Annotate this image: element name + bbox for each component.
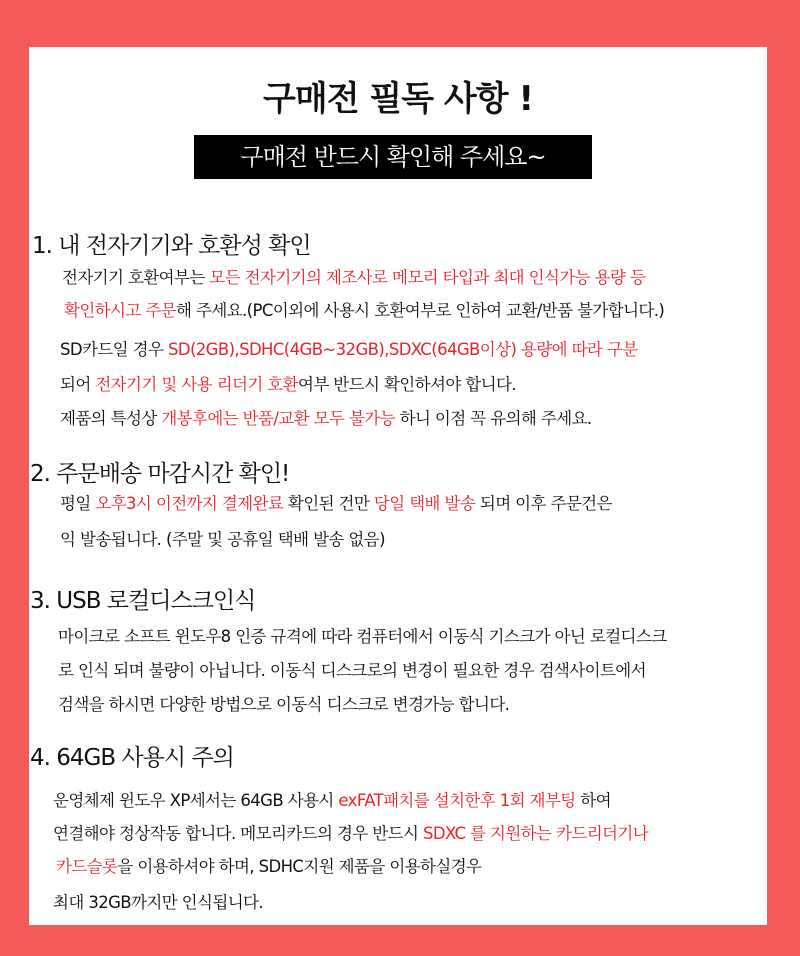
page-title: 구매전 필독 사항 !: [263, 79, 533, 119]
section-heading: 2. 주문배송 마감시간 확인!: [30, 461, 290, 487]
highlight-text: 모든 전자기기의 제조사로 메모리 타입과 최대 인식가능 용량 등: [209, 268, 646, 287]
section-line: [53, 889, 263, 913]
section-line: [60, 490, 612, 514]
text-segment: 해 주세요.(PC이외에 사용시 호환여부로 인하여 교환/반품 불가합니다.): [176, 301, 665, 320]
highlight-text: 개봉후에는 반품/교환 모두 불가능: [161, 409, 395, 428]
section-line: [58, 691, 509, 715]
highlight-text: 카드슬롯: [56, 857, 118, 876]
section-heading: 1. 내 전자기기와 호환성 확인: [32, 233, 311, 259]
highlight-text: SDXC 를 지원하는 카드리더기나: [422, 824, 649, 843]
text-segment: 로 인식 되며 불량이 아닙니다. 이동식 디스크로의 변경이 필요한 경우 검색사이트에서: [58, 661, 646, 680]
text-segment: 하여: [575, 791, 611, 810]
section-line: [56, 853, 481, 877]
text-segment: SD카드일 경우: [60, 340, 168, 359]
text-segment: 최대 32GB까지만 인식됩니다.: [53, 893, 264, 912]
highlight-text: 확인하시고 주문: [64, 301, 177, 320]
text-segment: 익 발송됩니다. (주말 및 공휴일 택배 발송 없음): [60, 530, 385, 549]
notice-card: [29, 47, 767, 925]
text-segment: 을 이용하셔야 하며, SDHC지원 제품을 이용하실경우: [117, 857, 482, 876]
section-line: [60, 336, 638, 360]
text-segment: 검색을 하시면 다양한 방법으로 이동식 디스크로 변경가능 합니다.: [58, 695, 510, 714]
highlight-text: SD(2GB),SDHC(4GB~32GB),SDXC(64GB이상) 용량에 따라 구분: [167, 340, 638, 359]
text-segment: 제품의 특성상: [60, 409, 162, 428]
notice-banner: 구매전 반드시 확인해 주세요~: [194, 135, 592, 179]
highlight-text: 전자기기 및 사용 리더기 호환: [95, 375, 298, 394]
section-line: [53, 787, 611, 811]
section-heading: 3. USB 로컬디스크인식: [30, 588, 256, 614]
text-segment: 평일: [60, 494, 96, 513]
highlight-text: 당일 택배 발송: [373, 494, 476, 513]
section-line: [58, 657, 646, 681]
section-line: [60, 526, 385, 550]
section-line: [60, 371, 516, 395]
text-segment: 마이크로 소프트 윈도우8 인증 규격에 따라 컴퓨터에서 이동식 기스크가 아닌 로컬디스크: [58, 627, 667, 646]
section-line: [60, 405, 592, 429]
section-line: [64, 297, 664, 321]
text-segment: 하니 이점 꼭 유의해 주세요.: [394, 409, 592, 428]
section-line: [62, 264, 645, 288]
section-line: [58, 623, 667, 647]
text-segment: 연결해야 정상작동 합니다. 메모리카드의 경우 반드시: [53, 824, 423, 843]
text-segment: 되어: [60, 375, 96, 394]
section-line: [53, 820, 648, 844]
highlight-text: 오후3시 이전까지 결제완료: [95, 494, 284, 513]
highlight-text: exFAT패치를 설치한후 1회 재부팅: [338, 791, 576, 810]
text-segment: 확인된 건만: [283, 494, 374, 513]
text-segment: 여부 반드시 확인하셔야 합니다.: [297, 375, 516, 394]
section-heading: 4. 64GB 사용시 주의: [30, 745, 234, 771]
text-segment: 전자기기 호환여부는: [62, 268, 210, 287]
text-segment: 되며 이후 주문건은: [475, 494, 612, 513]
text-segment: 운영체제 윈도우 XP세서는 64GB 사용시: [53, 791, 339, 810]
